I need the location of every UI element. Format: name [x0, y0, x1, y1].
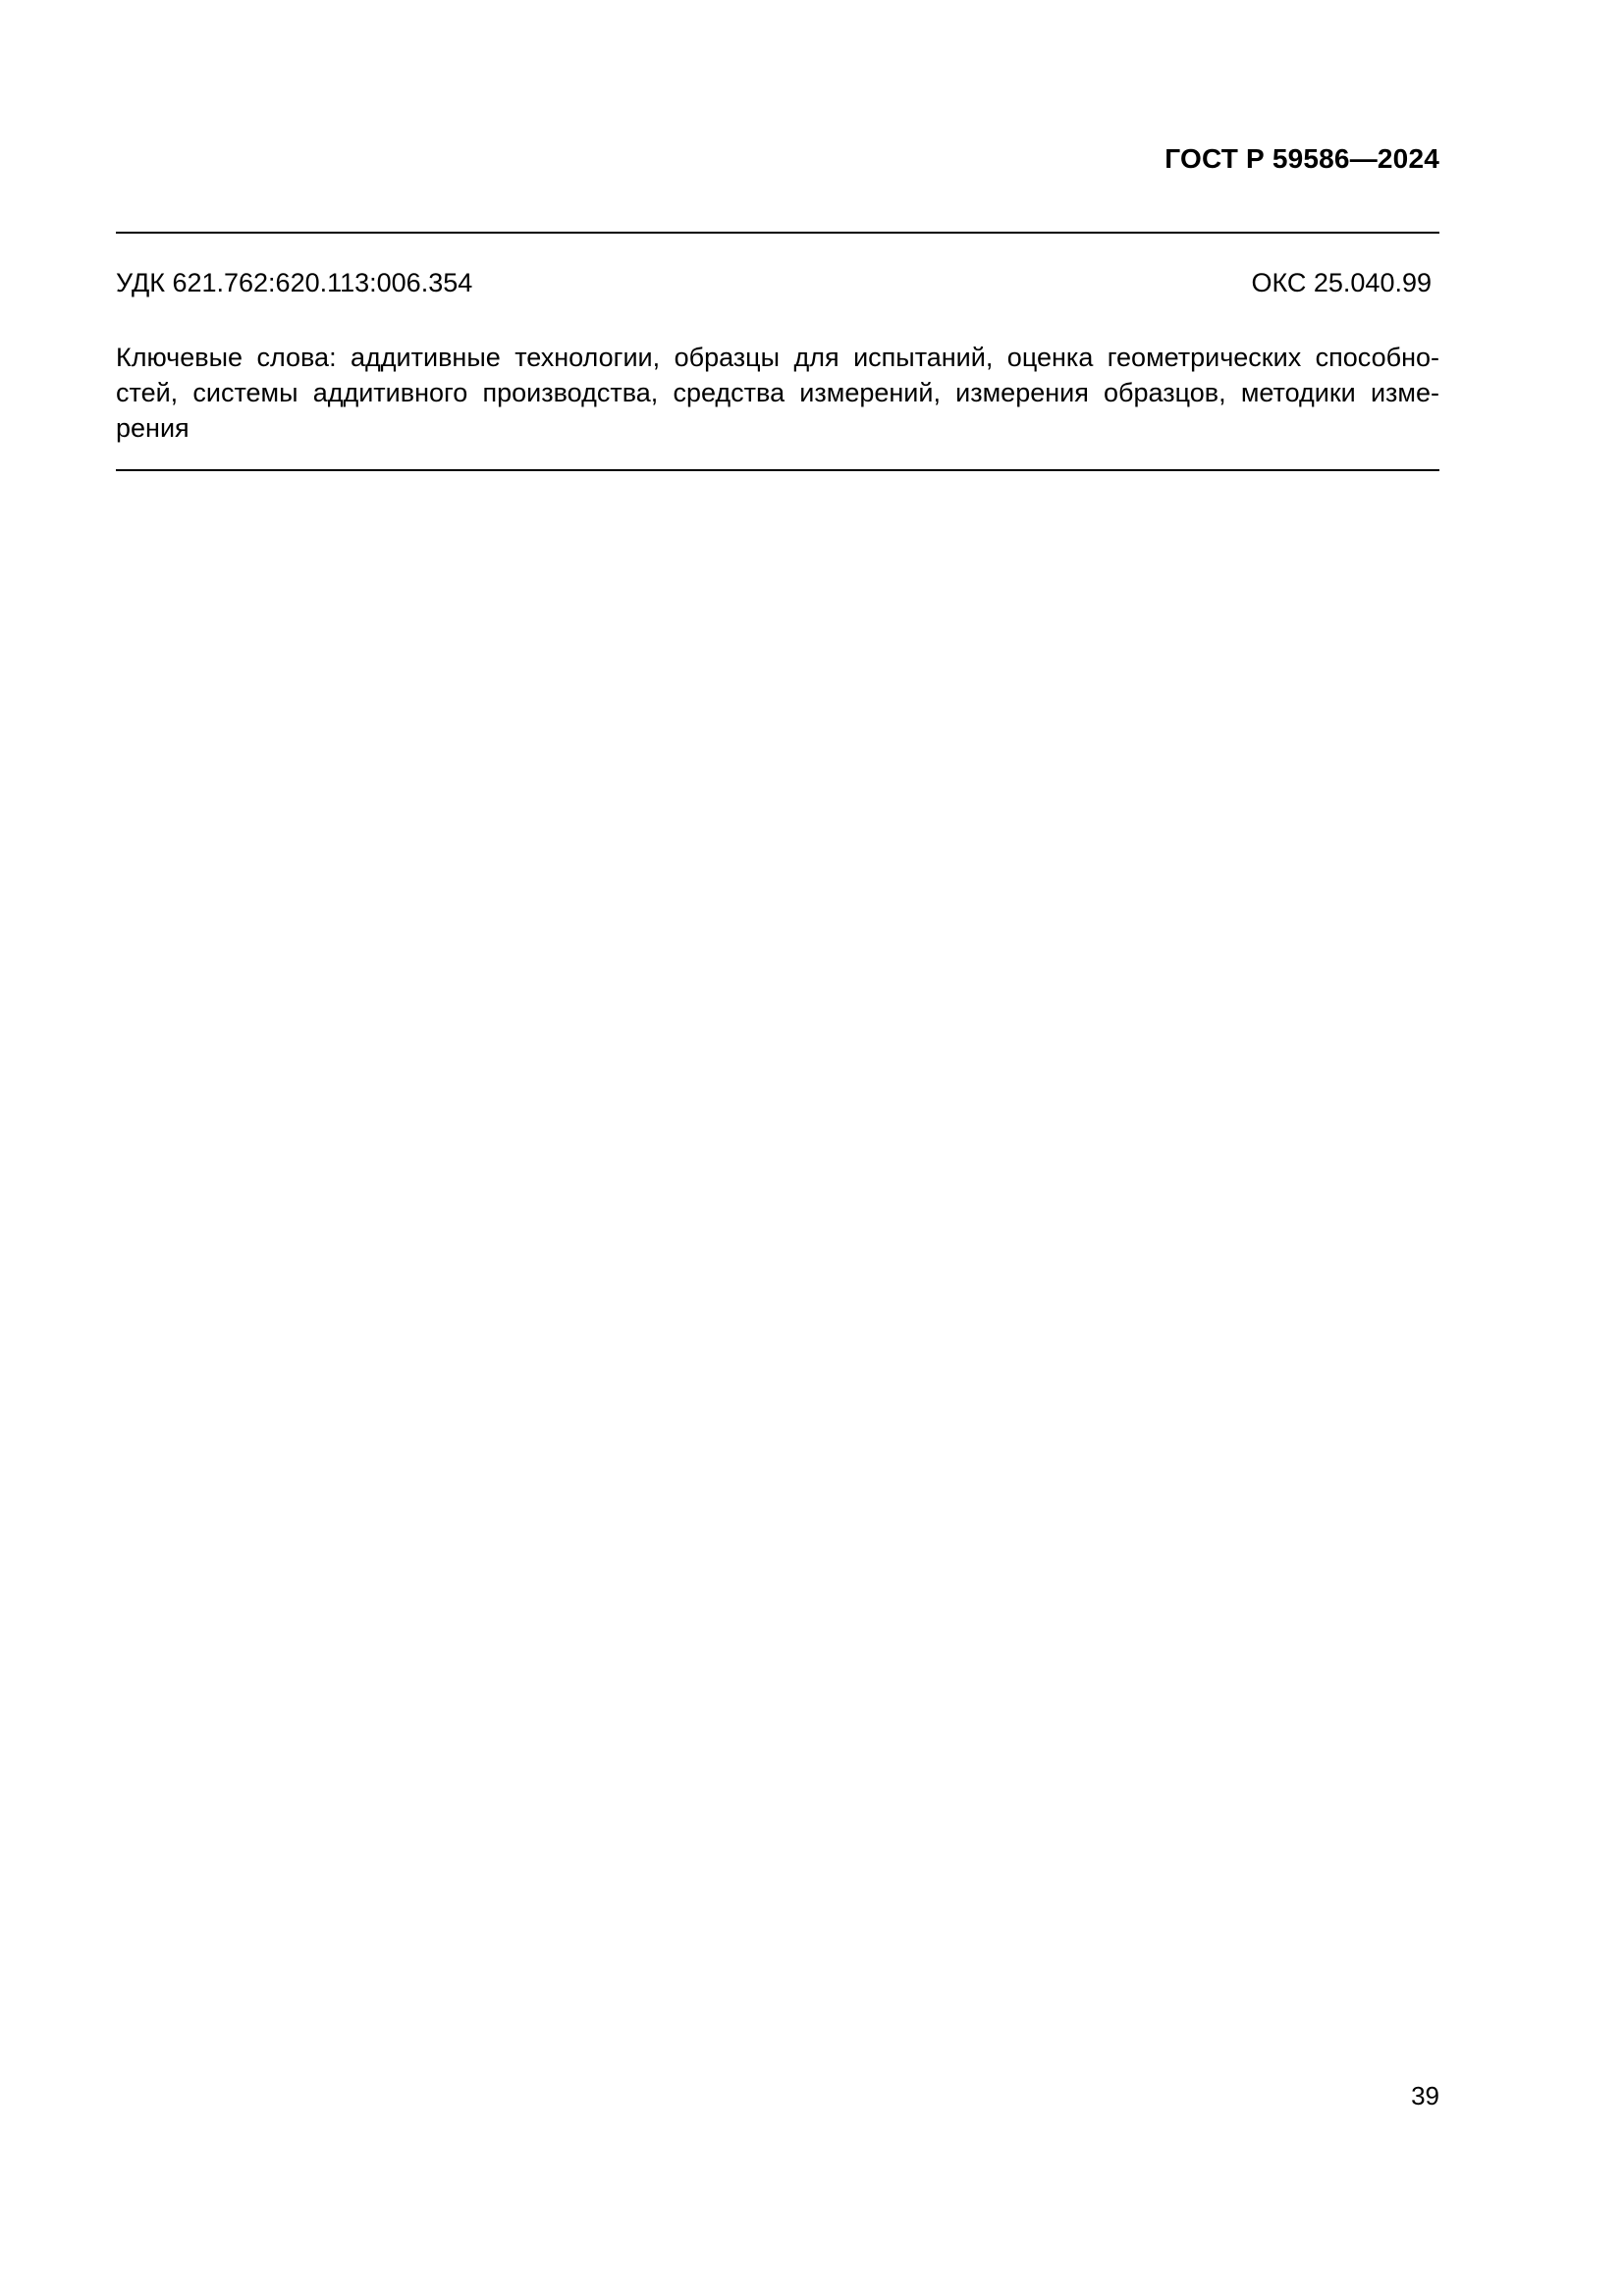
page-number: 39	[1411, 2081, 1439, 2110]
keywords-paragraph: Ключевые слова: аддитивные технологии, образцы для испытаний, оценка геометрических способно-стей, системы аддитивного производства, средства измерений, измерения образцов, методики изме-рения	[116, 343, 1439, 443]
bottom-divider	[116, 469, 1439, 471]
udc-code: УДК 621.762:620.113:006.354	[116, 268, 473, 297]
standard-id-header: ГОСТ Р 59586—2024	[1164, 143, 1439, 174]
classification-row	[116, 267, 1432, 298]
top-divider	[116, 232, 1439, 234]
oks-code: ОКС 25.040.99	[1251, 268, 1432, 297]
